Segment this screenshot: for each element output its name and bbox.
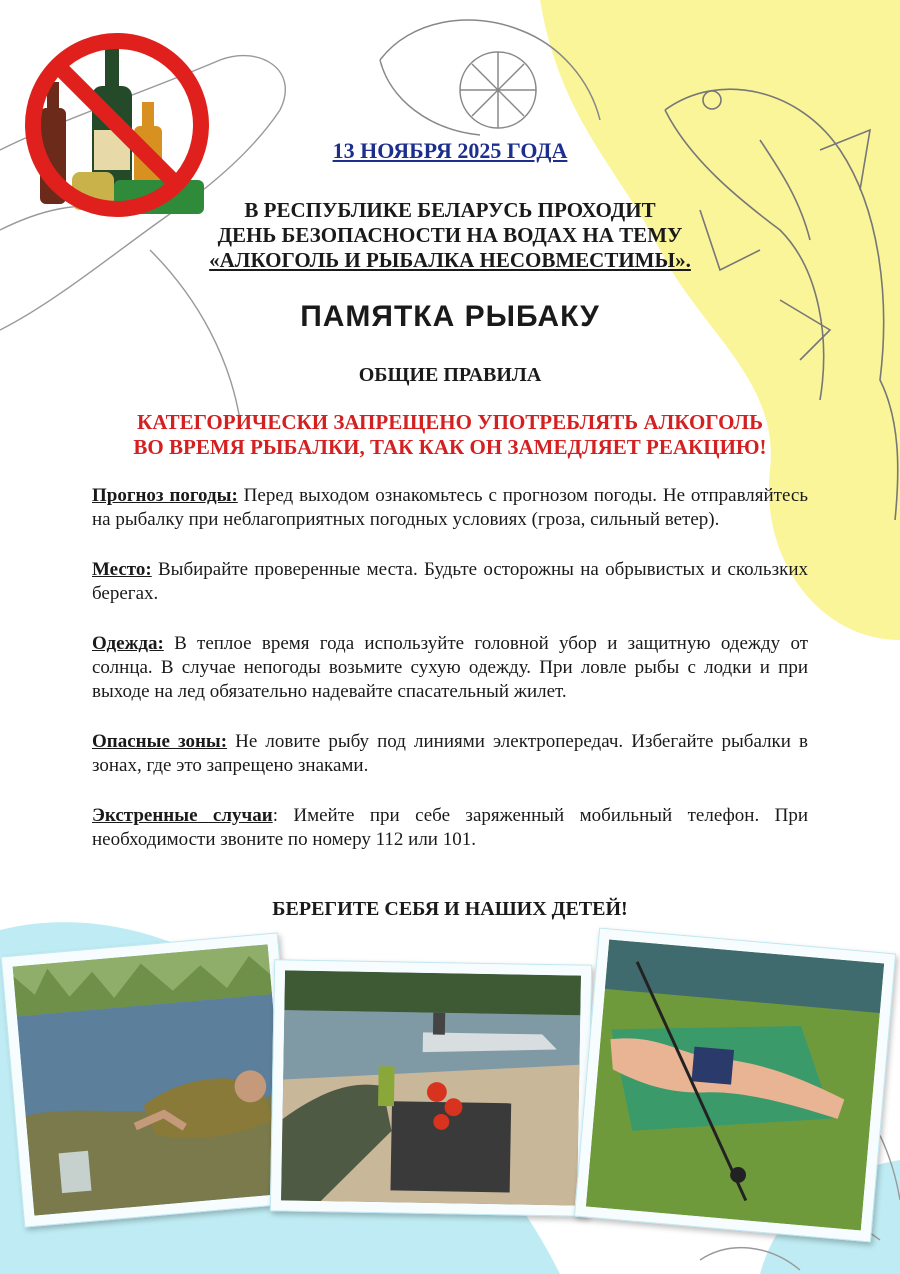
photo-river-picnic-image [281, 970, 581, 1205]
closing-slogan: БЕРЕГИТЕ СЕБЯ И НАШИХ ДЕТЕЙ! [272, 898, 628, 920]
rule-text: Не ловите рыбу под линиями электропередач. Избегайте рыбалки в зонах, где это запрещено знаками. [92, 731, 808, 776]
rule-label: Одежда: [92, 633, 164, 654]
rule-clothing [92, 632, 808, 704]
rules-list [92, 484, 808, 878]
intro-line-3: «АЛКОГОЛЬ И РЫБАЛКА НЕСОВМЕСТИМЫ». [209, 248, 691, 272]
photo-lake-shore [1, 932, 302, 1227]
event-date: 13 НОЯБРЯ 2025 ГОДА [332, 138, 568, 163]
rule-place [92, 558, 808, 606]
intro-text [150, 198, 750, 273]
rule-text: В теплое время года используйте головной убор и защитную одежду от солнца. В случае непогоды возьмите сухую одежду. При ловле рыбы с лодки и при выходе на лед обязательно надевайте спасательный жилет. [92, 633, 808, 702]
alcohol-warning [0, 410, 900, 460]
rule-weather [92, 484, 808, 532]
rule-text: : Имейте при себе заряженный мобильный телефон. При необходимости звоните по номеру 112 или 101. [92, 805, 808, 850]
intro-line-2: ДЕНЬ БЕЗОПАСНОСТИ НА ВОДАХ НА ТЕМУ [217, 223, 683, 247]
photo-lake-shore-image [13, 944, 290, 1215]
rule-label: Место: [92, 559, 152, 580]
photo-river-picnic [270, 959, 592, 1217]
rule-emergency [92, 804, 808, 852]
rule-danger-zones [92, 730, 808, 778]
photo-sleeping-fisherman-image [586, 939, 884, 1230]
page-title: ПАМЯТКА РЫБАКУ [300, 300, 600, 333]
intro-line-1: В РЕСПУБЛИКЕ БЕЛАРУСЬ ПРОХОДИТ [244, 198, 656, 222]
rule-text: Перед выходом ознакомьтесь с прогнозом погоды. Не отправляйтесь на рыбалку при неблагоприятных погодных условиях (гроза, сильный ветер). [92, 485, 808, 530]
no-alcohol-icon [22, 30, 212, 220]
rule-label: Экстренные случаи [92, 805, 273, 826]
rule-text: Выбирайте проверенные места. Будьте осторожны на обрывистых и скользких берегах. [92, 559, 808, 604]
warning-line-2: ВО ВРЕМЯ РЫБАЛКИ, ТАК КАК ОН ЗАМЕДЛЯЕТ РЕАКЦИЮ! [133, 435, 767, 459]
photo-sleeping-fisherman [574, 928, 896, 1243]
section-title: ОБЩИЕ ПРАВИЛА [358, 364, 542, 386]
rule-label: Опасные зоны: [92, 731, 228, 752]
rule-label: Прогноз погоды: [92, 485, 238, 506]
warning-line-1: КАТЕГОРИЧЕСКИ ЗАПРЕЩЕНО УПОТРЕБЛЯТЬ АЛКОГОЛЬ [137, 410, 763, 434]
